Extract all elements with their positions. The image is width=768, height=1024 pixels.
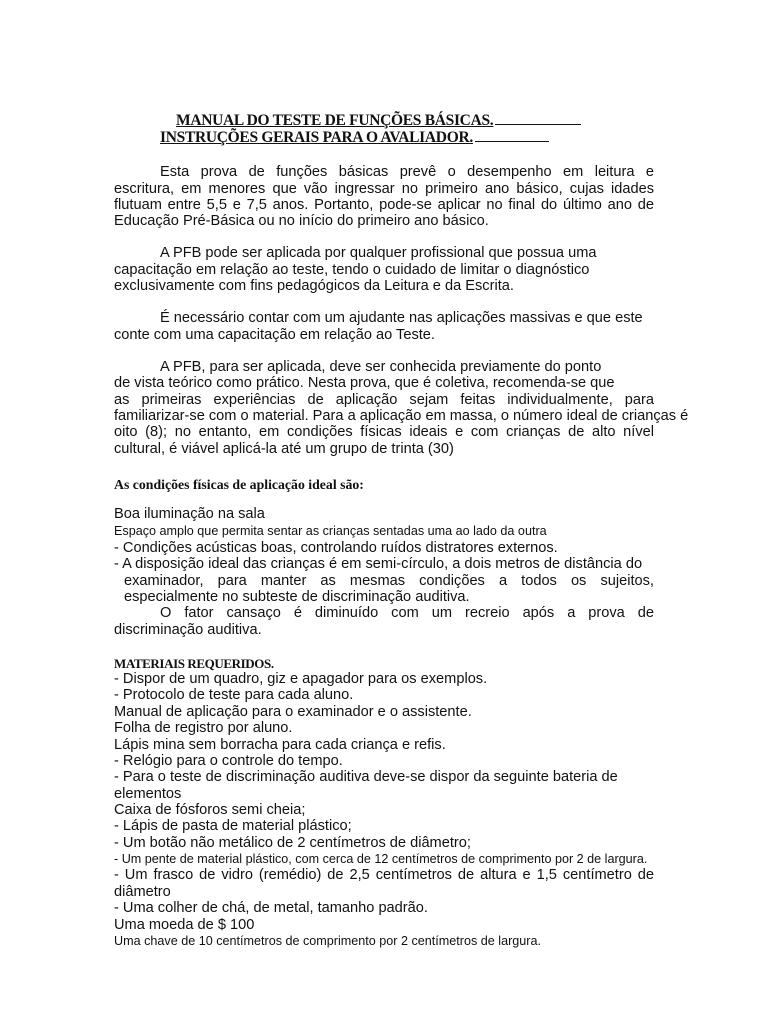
title-line-2: INSTRUÇÕES GERAIS PARA O AVALIADOR. (160, 129, 620, 147)
paragraph-4-line: A PFB, para ser aplicada, deve ser conhecida previamente do ponto (160, 359, 602, 375)
material-item: Manual de aplicação para o examinador e o assistente. (114, 704, 472, 720)
material-item: - Um pente de material plástico, com cerca de 12 centímetros de comprimento por 2 de largura. (114, 852, 648, 866)
paragraph-1-line: flutuam entre 5,5 e 7,5 anos. Portanto, pode-se aplicar no final do último ano de (114, 197, 654, 213)
material-item: Uma moeda de $ 100 (114, 917, 255, 933)
title-underline-fill (475, 140, 549, 142)
material-item: - Um botão não metálico de 2 centímetros de diâmetro; (114, 835, 471, 851)
material-item: diâmetro (114, 884, 171, 900)
material-item: - Uma colher de chá, de metal, tamanho padrão. (114, 900, 428, 916)
material-item: Folha de registro por aluno. (114, 720, 293, 736)
material-item: elementos (114, 786, 182, 802)
title-line-1: MANUAL DO TESTE DE FUNÇÕES BÁSICAS. (176, 112, 616, 130)
paragraph-4-line: cultural, é viável aplicá-la até um grupo de trinta (30) (114, 441, 454, 457)
paragraph-2-line: A PFB pode ser aplicada por qualquer profissional que possua uma (160, 245, 597, 261)
paragraph-1-line: escritura, em menores que vão ingressar no primeiro ano básico, cujas idades (114, 181, 654, 197)
paragraph-4-line: as primeiras experiências de aplicação sejam feitas individualmente, para (114, 392, 654, 408)
paragraph-3-line: conte com uma capacitação em relação ao Teste. (114, 327, 435, 343)
materials-heading: MATERIAIS REQUERIDOS. (114, 656, 274, 671)
paragraph-2-line: capacitação em relação ao teste, tendo o cuidado de limitar o diagnóstico (114, 262, 590, 278)
material-item: - Dispor de um quadro, giz e apagador para os exemplos. (114, 671, 488, 687)
condition-item: Boa iluminação na sala (114, 506, 265, 522)
condition-item: especialmente no subteste de discriminação auditiva. (124, 589, 470, 605)
condition-item: - Condições acústicas boas, controlando ruídos distratores externos. (114, 540, 558, 556)
paragraph-1-line: Esta prova de funções básicas prevê o desempenho em leitura e (160, 164, 654, 180)
material-item: Caixa de fósforos semi cheia; (114, 802, 306, 818)
material-item: - Lápis de pasta de material plástico; (114, 818, 352, 834)
condition-item: Espaço amplo que permita sentar as crianças sentadas uma ao lado da outra (114, 524, 547, 538)
material-item: - Para o teste de discriminação auditiva deve-se dispor da seguinte bateria de (114, 769, 618, 785)
material-item: - Protocolo de teste para cada aluno. (114, 687, 354, 703)
condition-item: discriminação auditiva. (114, 622, 262, 638)
paragraph-4-line: de vista teórico como prático. Nesta prova, que é coletiva, recomenda-se que (114, 375, 615, 391)
condition-item: O fator cansaço é diminuído com um recreio após a prova de (160, 605, 654, 621)
condition-item: examinador, para manter as mesmas condições a todos os sujeitos, (124, 573, 654, 589)
paragraph-1-line: Educação Pré-Básica ou no início do primeiro ano básico. (114, 213, 489, 229)
material-item: - Um frasco de vidro (remédio) de 2,5 centímetros de altura e 1,5 centímetro de (114, 867, 654, 883)
paragraph-3-line: É necessário contar com um ajudante nas aplicações massivas e que este (160, 310, 643, 326)
paragraph-4-line: familiarizar-se com o material. Para a aplicação em massa, o número ideal de crianças é (114, 408, 689, 424)
material-item: Uma chave de 10 centímetros de comprimento por 2 centímetros de largura. (114, 934, 541, 948)
title-underline-fill (495, 123, 581, 125)
material-item: Lápis mina sem borracha para cada criança e refis. (114, 737, 446, 753)
conditions-heading: As condições físicas de aplicação ideal são: (114, 477, 364, 492)
paragraph-2-line: exclusivamente com fins pedagógicos da Leitura e da Escrita. (114, 278, 514, 294)
paragraph-4-line: oito (8); no entanto, em condições físicas ideais e com crianças de alto nível (114, 424, 654, 440)
condition-item: - A disposição ideal das crianças é em semi-círculo, a dois metros de distância do (114, 556, 643, 572)
material-item: - Relógio para o controle do tempo. (114, 753, 343, 769)
